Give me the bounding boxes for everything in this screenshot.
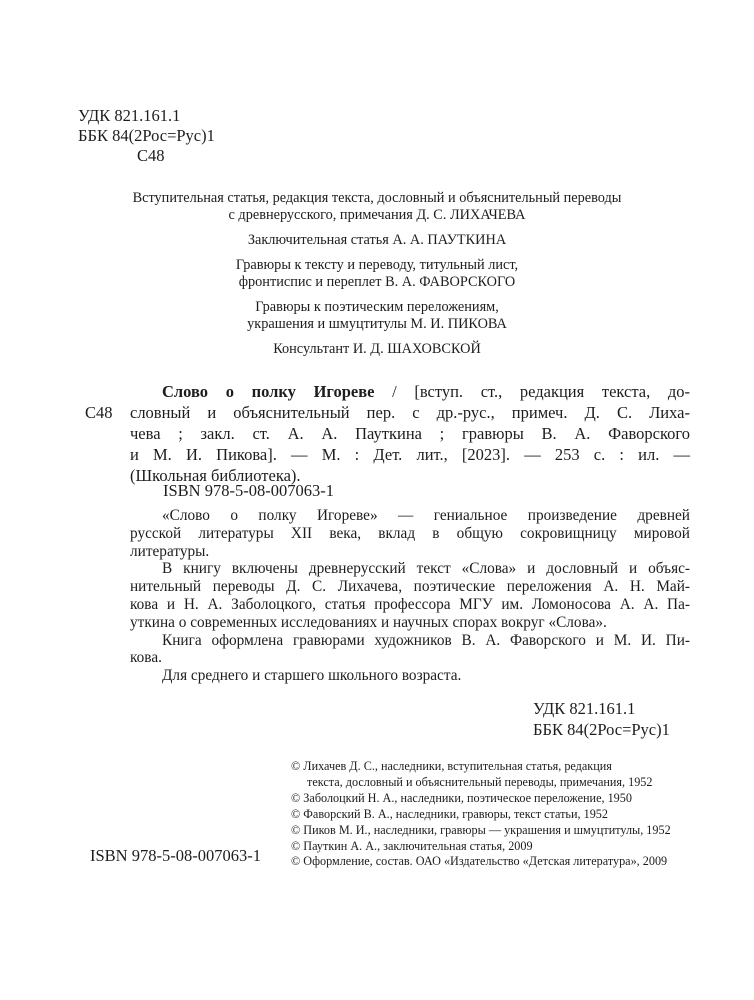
credits-line: Заключительная статья А. А. ПАУТКИНА [247,232,507,248]
credits-block [0,190,754,366]
record-line: (Школьная библиотека). [130,466,301,485]
bbk-code: ББК 84(2Рос=Рус)1 [78,126,215,145]
annotation-line: литературы. [130,542,210,560]
isbn-number: ISBN 978-5-08-007063-1 [163,481,334,500]
annotation-line: нительный переводы Д. С. Лихачева, поэтические переложения А. Н. Май- [130,578,690,596]
record-line: и М. И. Пикова]. — М. : Дет. лит., [2023]. — 253 с. : ил. — [130,445,690,464]
isbn-number: ISBN 978-5-08-007063-1 [90,846,261,865]
copyright-line: © Лихачев Д. С., наследники, вступительная статья, редакция [291,759,612,773]
catalog-author-sign: С48 [85,403,113,422]
annotation-line: кова. [130,649,162,667]
credits-pikov [0,299,754,333]
catalog-record [85,381,690,486]
annotation-block [130,507,690,685]
credits-likhachev [0,190,754,224]
udk-code: УДК 821.161.1 [78,106,181,125]
record-line: словный и объяснительный пер. с др.-рус., примеч. Д. С. Лиха- [130,403,690,422]
copyright-line: текста, дословный и объяснительный переводы, примечания, 1952 [307,774,653,789]
classification-codes-bottom [533,699,670,740]
annotation-line: «Слово о полку Игореве» — гениальное произведение древней [162,507,690,524]
copyright-line: © Фаворский В. А., наследники, гравюры, текст статьи, 1952 [291,806,608,821]
annotation-line: русской литературы XII века, вклад в общую сокровищницу мировой [130,524,690,542]
record-line [130,381,690,402]
credits-consultant [0,341,754,358]
book-title: Слово о полку Игореве [162,382,375,401]
credits-line: с древнерусского, примечания Д. С. ЛИХАЧЕВА [228,207,526,223]
classification-codes-top [78,106,215,166]
annotation-line: В книгу включены древнерусский текст «Слова» и дословный и объяс- [162,560,690,578]
credits-line: украшения и шмуцтитулы М. И. ПИКОВА [247,316,507,332]
annotation-line: Для среднего и старшего школьного возраста. [162,667,462,685]
bbk-code: ББК 84(2Рос=Рус)1 [533,719,670,739]
udk-code: УДК 821.161.1 [533,699,636,718]
record-line: чева ; закл. ст. А. А. Пауткина ; гравюры В. А. Фаворского [130,424,690,443]
credits-line: фронтиспис и переплет В. А. ФАВОРСКОГО [238,274,516,290]
credits-line: Консультант И. Д. ШАХОВСКОЙ [273,341,481,357]
copyright-block [291,759,721,870]
annotation-line: Книга оформлена гравюрами художников В. А. Фаворского и М. И. Пи- [162,631,690,649]
credits-pautkin [0,232,754,249]
author-sign: С48 [137,146,165,165]
annotation-line: уткина о современных исследованиях и научных спорах вокруг «Слова». [130,613,607,631]
credits-favorsky [0,257,754,291]
copyright-line: © Оформление, состав. ОАО «Издательство «Детская литература», 2009 [291,854,668,869]
annotation-line: кова и Н. А. Заболоцкого, статья профессора МГУ им. Ломоносова А. А. Па- [130,595,690,613]
record-line-rest: / [вступ. ст., редакция текста, до- [374,382,690,401]
credits-line: Гравюры к тексту и переводу, титульный лист, [235,257,519,273]
copyright-line: © Пиков М. И., наследники, гравюры — украшения и шмуцтитулы, 1952 [291,822,671,837]
copyright-line: © Заболоцкий Н. А., наследники, поэтическое переложение, 1950 [291,790,632,805]
credits-line: Вступительная статья, редакция текста, дословный и объяснительный переводы [132,190,622,206]
credits-line: Гравюры к поэтическим переложениям, [255,299,499,315]
copyright-line: © Пауткин А. А., заключительная статья, 2009 [291,838,533,853]
